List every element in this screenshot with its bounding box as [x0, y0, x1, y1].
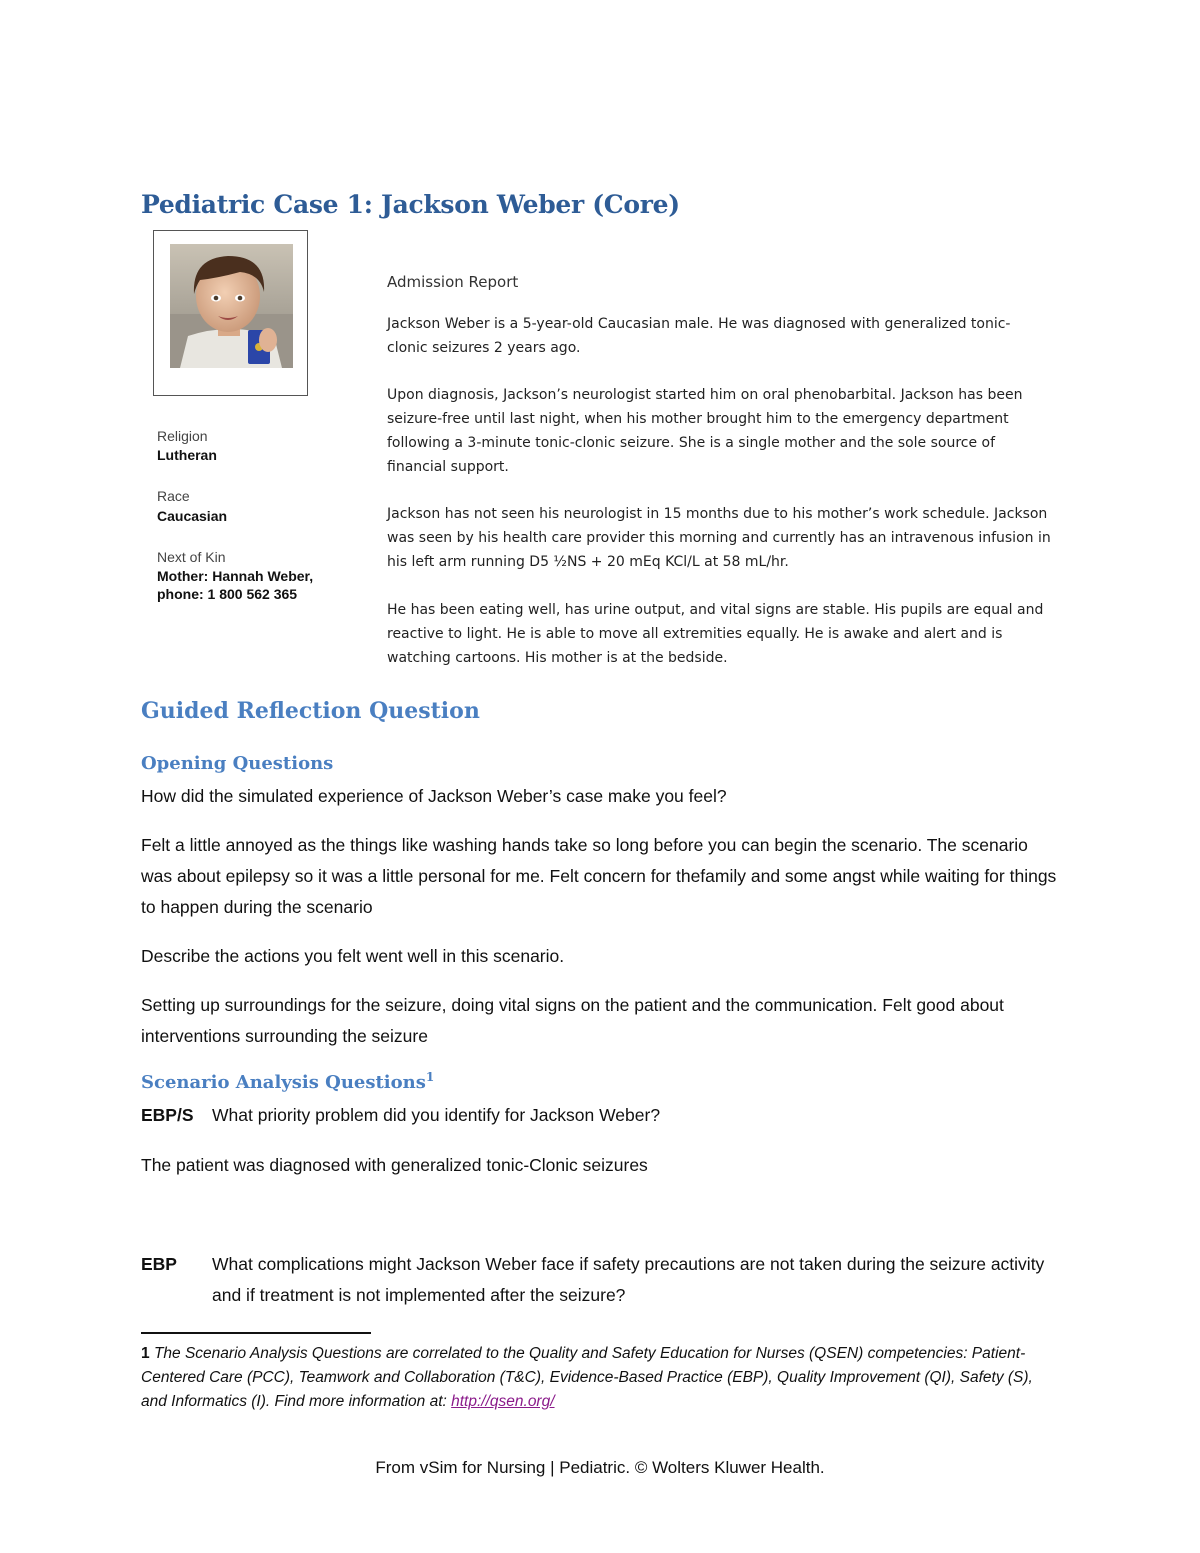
question-text: What priority problem did you identify for Jackson Weber?: [212, 1105, 661, 1125]
answer-text: Felt a little annoyed as the things like washing hands take so long before you can begin the scenario. The scenario was about epilepsy so it was a little personal for me. Felt concern for thefamily and some angst while waiting for things to happen during the scenario: [141, 835, 1057, 917]
page-title: Pediatric Case 1: Jackson Weber (Core): [141, 190, 680, 219]
footnote-text: The Scenario Analysis Questions are correlated to the Quality and Safety Education for Nurses (QSEN) competencies: Patient-Centered Care (PCC), Teamwork and Collaboration (T&C), Evidence-Based Practice (EBP), Quality Improvement (QI), Safety (S), and Informatics (I). Find more information at:: [141, 1345, 1033, 1410]
footnote: [141, 1342, 1041, 1414]
question-text: Describe the actions you felt went well in this scenario.: [141, 946, 565, 966]
question-text: How did the simulated experience of Jackson Weber’s case make you feel?: [141, 786, 727, 806]
admission-paragraph: Upon diagnosis, Jackson’s neurologist started him on oral phenobarbital. Jackson has been seizure-free until last night, when his mother brought him to the emergency department following a 3-minute tonic-clonic seizure. She is a single mother and the sole source of financial support.: [387, 387, 1023, 475]
religion-value: Lutheran: [157, 447, 217, 463]
footnote-ref: 1: [425, 1070, 435, 1084]
admission-paragraph: Jackson has not seen his neurologist in 15 months due to his mother’s work schedule. Jackson was seen by his health care provider this morning and currently has an intravenous infusion in his left arm running D5 ½NS + 20 mEq KCl/L at 58 mL/hr.: [387, 506, 1051, 570]
next-of-kin-label: Next of Kin: [157, 549, 226, 565]
guided-reflection-heading: Guided Reflection Question: [141, 698, 480, 724]
patient-photo: [170, 244, 293, 368]
qsen-link[interactable]: http://qsen.org/: [451, 1393, 555, 1410]
footnote-number: 1: [141, 1345, 150, 1362]
race-label: Race: [157, 488, 190, 504]
patient-photo-frame: [153, 230, 308, 396]
admission-report-heading: Admission Report: [387, 273, 519, 291]
next-of-kin-name: Mother: Hannah Weber,: [157, 568, 314, 584]
admission-paragraph: Jackson Weber is a 5-year-old Caucasian male. He was diagnosed with generalized tonic-clonic seizures 2 years ago.: [387, 316, 1011, 356]
answer-text: Setting up surroundings for the seizure, doing vital signs on the patient and the communication. Felt good about interventions surrounding the seizure: [141, 995, 1004, 1046]
admission-paragraph: He has been eating well, has urine output, and vital signs are stable. His pupils are equal and reactive to light. He is able to move all extremities equally. He is awake and alert and is watching cartoons. His mother is at the bedside.: [387, 602, 1044, 666]
religion-label: Religion: [157, 428, 208, 444]
question-text: What complications might Jackson Weber face if safety precautions are not taken during the seizure activity and if treatment is not implemented after the seizure?: [212, 1254, 1045, 1305]
scenario-analysis-heading: Scenario Analysis Questions$^1$: [141, 1070, 435, 1093]
footnote-separator: [141, 1332, 371, 1334]
next-of-kin-phone: phone: 1 800 562 365: [157, 586, 298, 602]
opening-questions-heading: Opening Questions: [141, 753, 334, 774]
race-value: Caucasian: [157, 508, 228, 524]
qsen-tag: EBP: [141, 1254, 177, 1274]
qsen-tag: EBP/S: [141, 1105, 194, 1125]
answer-text: The patient was diagnosed with generalized tonic-Clonic seizures: [141, 1155, 648, 1175]
page-footer: From vSim for Nursing | Pediatric. © Wolters Kluwer Health.: [375, 1458, 825, 1477]
